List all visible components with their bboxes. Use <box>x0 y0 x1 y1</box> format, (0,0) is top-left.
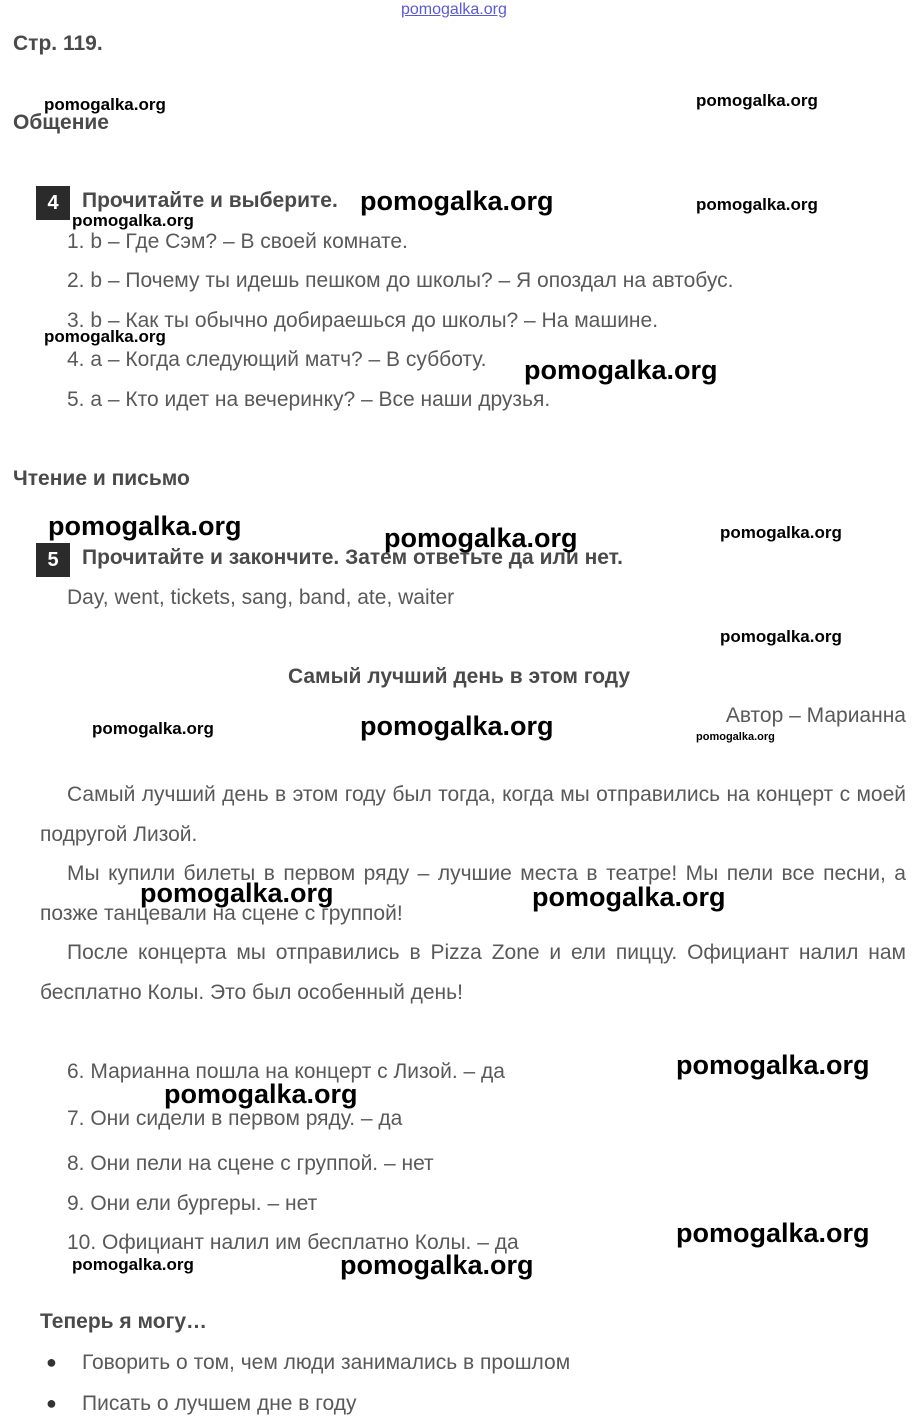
watermark: pomogalka.org <box>696 731 775 743</box>
watermark: pomogalka.org <box>48 511 242 541</box>
answer-item: 10. Официант налил им бесплатно Колы. – да <box>67 1231 519 1254</box>
answer-item: 8. Они пели на сцене с группой. – нет <box>67 1152 434 1175</box>
list-item: 3. b – Как ты обычно добираешься до школы? – На машине. <box>67 309 659 332</box>
section-title-now-i-can: Теперь я могу… <box>40 1310 207 1333</box>
watermark: pomogalka.org <box>44 95 166 114</box>
watermark: pomogalka.org <box>696 91 818 110</box>
watermark: pomogalka.org <box>720 523 842 542</box>
list-item: Говорить о том, чем люди занимались в прошлом <box>82 1351 571 1374</box>
answer-item: 9. Они ели бургеры. – нет <box>67 1192 318 1215</box>
task-title: Прочитайте и выберите. <box>82 189 338 212</box>
watermark: pomogalka.org <box>532 882 726 912</box>
answer-item: 6. Марианна пошла на концерт с Лизой. – да <box>67 1060 505 1083</box>
page-label: Стр. 119. <box>13 32 103 55</box>
task-number-badge: 4 <box>36 186 70 220</box>
task-number-badge: 5 <box>36 543 70 577</box>
list-item: 2. b – Почему ты идешь пешком до школы? – Я опоздал на автобус. <box>67 269 734 292</box>
watermark: pomogalka.org <box>676 1218 870 1248</box>
watermark: pomogalka.org <box>360 186 554 216</box>
watermark: pomogalka.org <box>524 355 718 385</box>
watermark: pomogalka.org <box>340 1250 534 1280</box>
watermark: pomogalka.org <box>92 719 214 738</box>
story-paragraph: После концерта мы отправились в Pizza Zone и ели пиццу. Официант налил нам бесплатно Колы. Это был особенный день! <box>40 941 906 1004</box>
bullet-icon: ● <box>46 1352 57 1372</box>
watermark: pomogalka.org <box>696 195 818 214</box>
watermark: pomogalka.org <box>164 1079 358 1109</box>
task-title: Прочитайте и закончите. Затем ответьте да или нет. <box>82 546 623 569</box>
section-title-communication: Общение <box>13 111 109 134</box>
list-item: 5. a – Кто идет на вечеринку? – Все наши друзья. <box>67 388 551 411</box>
watermark: pomogalka.org <box>384 523 578 553</box>
watermark: pomogalka.org <box>720 627 842 646</box>
story-paragraph: Самый лучший день в этом году был тогда, когда мы отправились на концерт с моей подругой Лизой. <box>40 783 906 846</box>
list-item: 1. b – Где Сэм? – В своей комнате. <box>67 230 408 253</box>
watermark: pomogalka.org <box>360 711 554 741</box>
answer-item: 7. Они сидели в первом ряду. – да <box>67 1107 403 1130</box>
watermark: pomogalka.org <box>72 211 194 230</box>
story-title: Самый лучший день в этом году <box>287 665 631 688</box>
section-title-reading-writing: Чтение и письмо <box>13 467 190 490</box>
bullet-icon: ● <box>46 1393 57 1413</box>
watermark: pomogalka.org <box>44 327 166 346</box>
list-item: Писать о лучшем дне в году <box>82 1392 357 1415</box>
story-author: Автор – Марианна <box>725 704 906 727</box>
list-item: 4. a – Когда следующий матч? – В субботу. <box>67 348 487 371</box>
site-link[interactable]: pomogalka.org <box>401 1 507 18</box>
watermark: pomogalka.org <box>72 1255 194 1274</box>
word-bank: Day, went, tickets, sang, band, ate, waiter <box>67 586 455 609</box>
watermark: pomogalka.org <box>140 878 334 908</box>
story-paragraph: Мы купили билеты в первом ряду – лучшие места в театре! Мы пели все песни, а позже танцевали на сцене с группой! <box>40 862 906 925</box>
watermark: pomogalka.org <box>676 1050 870 1080</box>
